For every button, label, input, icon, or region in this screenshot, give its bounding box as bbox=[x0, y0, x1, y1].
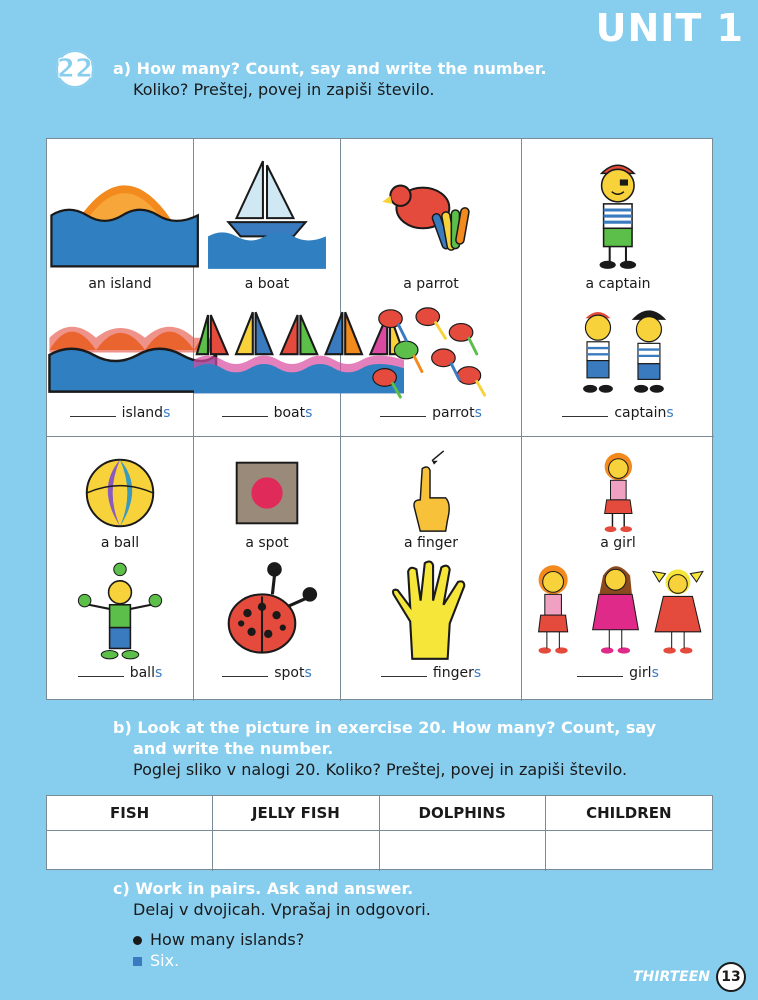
singular-label: a finger bbox=[404, 535, 458, 551]
grid-cell-finger bbox=[341, 437, 522, 701]
table-header-fish: FISH bbox=[47, 796, 213, 831]
ladybird-icon bbox=[210, 559, 324, 663]
grid-cell-captain bbox=[522, 139, 714, 437]
answer-blank[interactable] bbox=[222, 416, 268, 417]
parrots-icon bbox=[367, 301, 494, 399]
finger-icon bbox=[387, 449, 475, 537]
bullet-circle-icon bbox=[133, 936, 142, 945]
unit-title: UNIT 1 bbox=[595, 6, 744, 50]
table-header-jelly-fish: JELLY FISH bbox=[213, 796, 379, 831]
instruction-a-en: a) How many? Count, say and write the number. bbox=[113, 59, 547, 78]
count-table bbox=[46, 795, 713, 870]
instruction-b-en-2: and write the number. bbox=[133, 739, 334, 758]
plural-label: spots bbox=[194, 665, 340, 681]
vocabulary-grid bbox=[46, 138, 713, 700]
answer-blank[interactable] bbox=[562, 416, 608, 417]
parrot-icon bbox=[370, 151, 492, 273]
plural-label: balls bbox=[47, 665, 193, 681]
singular-label: a ball bbox=[100, 535, 140, 551]
answer-cell-fish[interactable] bbox=[47, 831, 213, 871]
plural-label: boats bbox=[194, 405, 340, 421]
page-number: 13 bbox=[716, 962, 746, 992]
page-word: THIRTEEN bbox=[632, 969, 710, 985]
island-icon bbox=[47, 151, 202, 273]
captain-icon bbox=[567, 151, 669, 273]
dialogue-answer: Six. bbox=[133, 950, 304, 971]
girls-icon bbox=[524, 559, 711, 663]
bullet-square-icon bbox=[133, 957, 142, 966]
singular-label: a girl bbox=[600, 535, 636, 551]
table-header-dolphins: DOLPHINS bbox=[380, 796, 546, 831]
plural-label: fingers bbox=[341, 665, 521, 681]
answer-blank[interactable] bbox=[70, 416, 116, 417]
singular-label: a spot bbox=[245, 535, 289, 551]
answer-cell-jelly-fish[interactable] bbox=[213, 831, 379, 871]
page-footer bbox=[633, 962, 746, 992]
captains-icon bbox=[549, 301, 686, 399]
instruction-c-sl: Delaj v dvojicah. Vprašaj in odgovori. bbox=[133, 900, 431, 919]
plural-label: islands bbox=[47, 405, 193, 421]
balls-icon bbox=[68, 559, 172, 663]
instruction-c bbox=[113, 878, 431, 920]
girl-icon bbox=[589, 449, 648, 537]
grid-cell-parrot bbox=[341, 139, 522, 437]
answer-blank[interactable] bbox=[222, 676, 268, 677]
exercise-number-badge: 22 bbox=[56, 50, 94, 88]
answer-cell-children[interactable] bbox=[546, 831, 712, 871]
answer-blank[interactable] bbox=[380, 416, 426, 417]
answer-blank[interactable] bbox=[577, 676, 623, 677]
instruction-b bbox=[113, 717, 656, 780]
singular-label: an island bbox=[88, 276, 152, 292]
hand-icon bbox=[379, 559, 483, 663]
answer-blank[interactable] bbox=[381, 676, 427, 677]
grid-cell-island bbox=[47, 139, 194, 437]
grid-cell-ball bbox=[47, 437, 194, 701]
table-header-children: CHILDREN bbox=[546, 796, 712, 831]
plural-label: captains bbox=[522, 405, 714, 421]
singular-label: a boat bbox=[244, 276, 290, 292]
grid-cell-boat bbox=[194, 139, 341, 437]
singular-label: a captain bbox=[585, 276, 651, 292]
grid-cell-spot bbox=[194, 437, 341, 701]
answer-blank[interactable] bbox=[78, 676, 124, 677]
spot-icon bbox=[223, 449, 311, 537]
singular-label: a parrot bbox=[403, 276, 459, 292]
instruction-b-sl: Poglej sliko v nalogi 20. Koliko? Preštej, povej in zapiši število. bbox=[133, 760, 628, 779]
ball-icon bbox=[76, 449, 164, 537]
grid-cell-girl bbox=[522, 437, 714, 701]
answer-cell-dolphins[interactable] bbox=[380, 831, 546, 871]
plural-label: girls bbox=[522, 665, 714, 681]
instruction-a-sl: Koliko? Preštej, povej in zapiši število. bbox=[133, 80, 435, 99]
instruction-c-en: c) Work in pairs. Ask and answer. bbox=[113, 879, 414, 898]
boat-icon bbox=[206, 151, 328, 273]
plural-label: parrots bbox=[341, 405, 521, 421]
dialogue-question: How many islands? bbox=[133, 929, 304, 950]
instruction-a bbox=[113, 58, 547, 100]
dialogue-example bbox=[133, 929, 304, 971]
instruction-b-en-1: b) Look at the picture in exercise 20. How many? Count, say bbox=[113, 718, 657, 737]
islands-icon bbox=[47, 301, 219, 399]
